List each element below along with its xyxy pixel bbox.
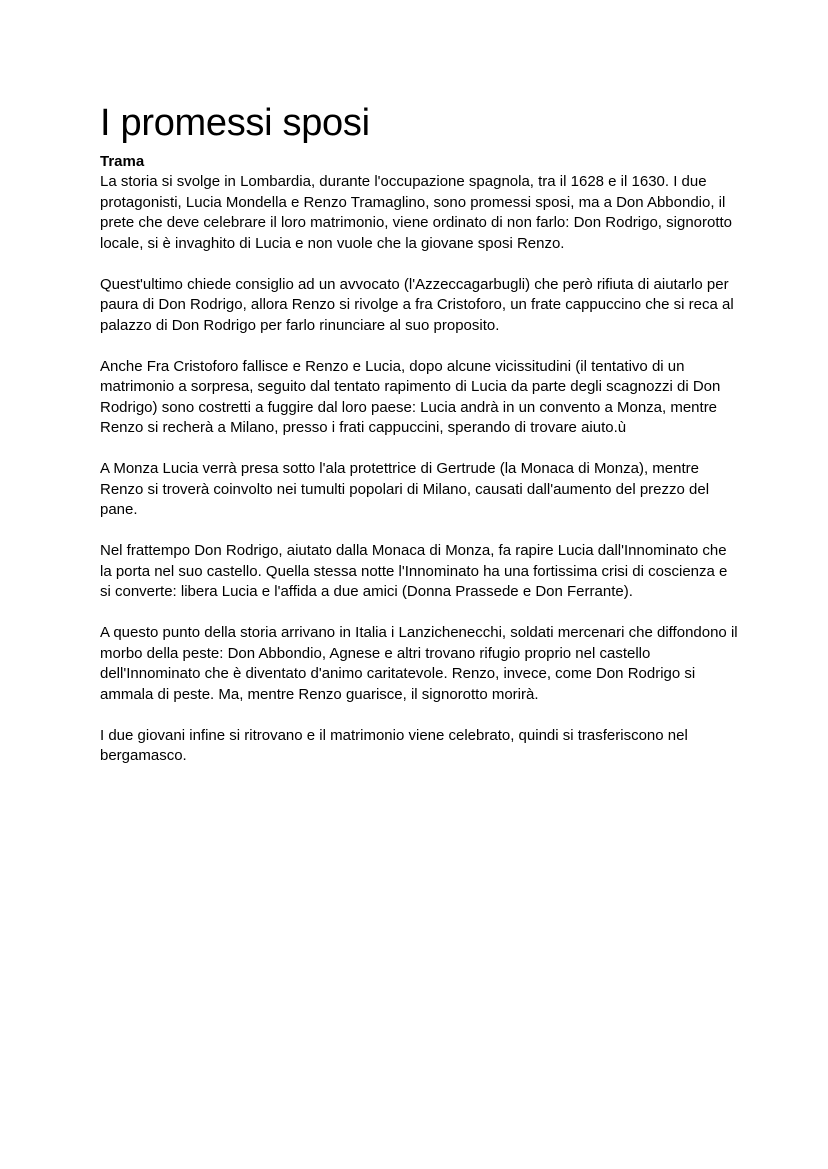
paragraph-4: A Monza Lucia verrà presa sotto l'ala protettrice di Gertrude (la Monaca di Monza), mentre Renzo si troverà coinvolto nei tumulti popolari di Milano, causati dall'aumento del prezzo del pane. [100, 460, 710, 518]
paragraph-2: Quest'ultimo chiede consiglio ad un avvocato (l'Azzeccagarbugli) che però rifiuta di aiutarlo per paura di Don Rodrigo, allora Renzo si rivolge a fra Cristoforo, un frate cappuccino che si reca al palazzo di Don Rodrigo per farlo rinunciare al suo proposito. [100, 275, 734, 334]
paragraph-6: A questo punto della storia arrivano in Italia i Lanzichenecchi, soldati mercenari che diffondono il morbo della peste: Don Abbondio, Agnese e altri trovano rifugio proprio nel castello dell'Innominato che è diventato d'animo caritatevole. Renzo, invece, come Don Rodrigo si ammala di peste. Ma, mentre Renzo guarisce, il signorotto morirà. [100, 624, 738, 703]
paragraph-7: I due giovani infine si ritrovano e il matrimonio viene celebrato, quindi si trasferiscono nel bergamasco. [100, 726, 688, 764]
paragraph-1: La storia si svolge in Lombardia, durante l'occupazione spagnola, tra il 1628 e il 1630. I due protagonisti, Lucia Mondella e Renzo Tramaglino, sono promessi sposi, ma a Don Abbondio, il prete che deve celebrare il loro matrimonio, viene ordinato di non farlo: Don Rodrigo, signorotto locale, si è invaghito di Lucia e non vuole che la giovane sposi Renzo. [100, 173, 733, 252]
document-body [100, 100, 740, 787]
paragraph-3: Anche Fra Cristoforo fallisce e Renzo e Lucia, dopo alcune vicissitudini (il tentativo di un matrimonio a sorpresa, seguito dal tentato rapimento di Lucia da parte degli scagnozzi di Don Rodrigo) sono costretti a fuggire dal loro paese: Lucia andrà in un convento a Monza, mentre Renzo si recherà a Milano, presso i frati cappuccini, sperando di trovare aiuto.ù [100, 357, 721, 436]
document-title: I promessi sposi [100, 102, 370, 144]
paragraph-5: Nel frattempo Don Rodrigo, aiutato dalla Monaca di Monza, fa rapire Lucia dall'Innominato che la porta nel suo castello. Quella stessa notte l'Innominato ha una fortissima crisi di coscienza e si converte: libera Lucia e l'affida a due amici (Donna Prassede e Don Ferrante). [100, 542, 728, 600]
section-heading-trama: Trama [100, 153, 145, 170]
